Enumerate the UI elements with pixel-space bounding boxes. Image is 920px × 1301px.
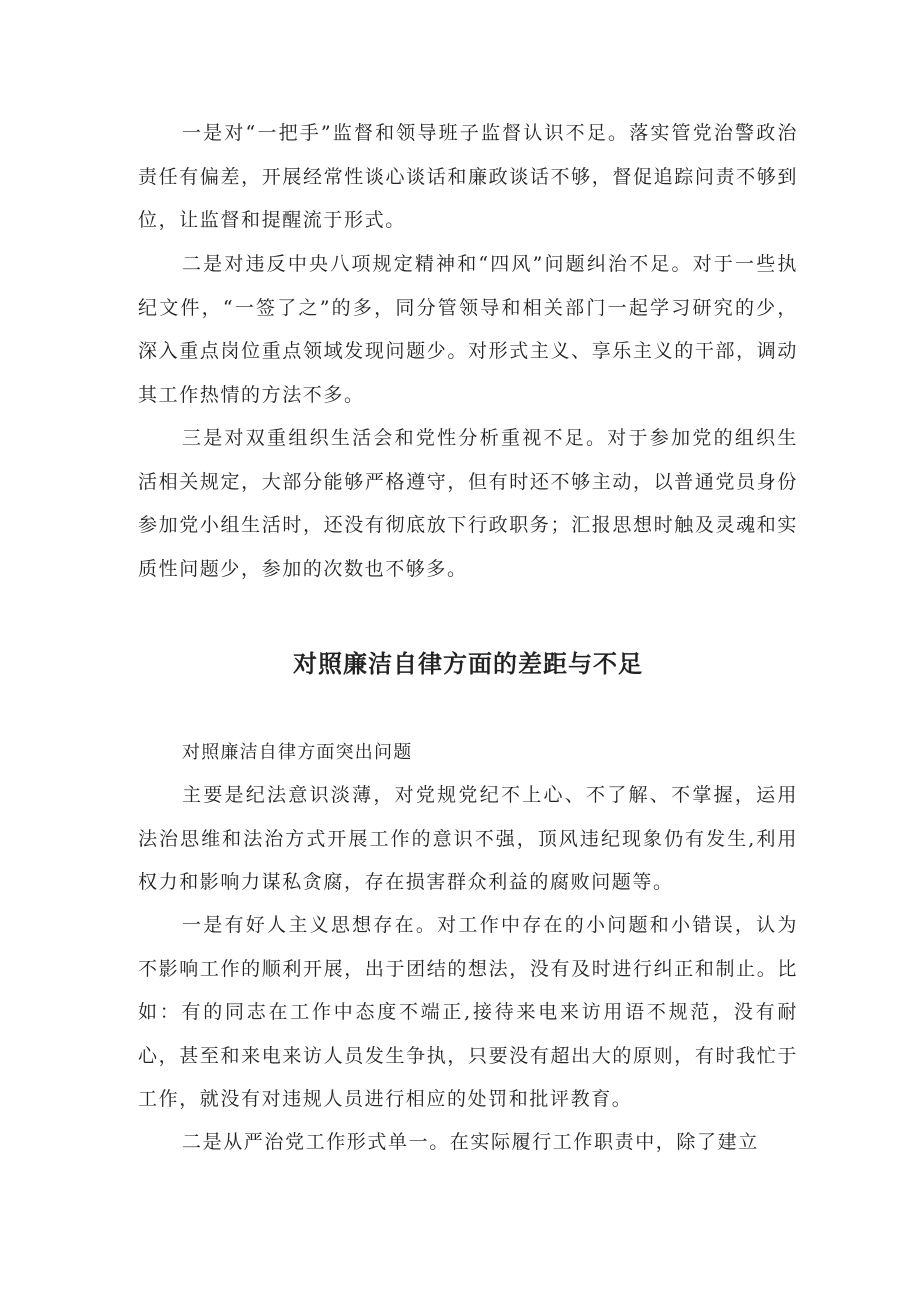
paragraph-main-problem: 主要是纪法意识淡薄，对党规党纪不上心、不了解、不掌握，运用法治思维和法治方式开展工作的意识不强，顶风违纪现象仍有发生,利用权力和影响力谋私贪腐，存在损害群众利益的腐败问题等。 bbox=[138, 784, 798, 893]
paragraph-supervision-awareness: 一是对“一把手”监督和领导班子监督认识不足。落实管党治警政治责任有偏差，开展经常性谈心谈话和廉政谈话不够，督促追踪问责不够到位，让监督和提醒流于形式。 bbox=[138, 122, 798, 231]
paragraph-strict-governance: 二是从严治党工作形式单一。在实际履行工作职责中，除了建立 bbox=[182, 1131, 759, 1153]
section-heading: 对照廉洁自律方面的差距与不足 bbox=[293, 650, 643, 678]
paragraph-good-guy-mentality: 一是有好人主义思想存在。对工作中存在的小问题和小错误，认为不影响工作的顺利开展，出于团结的想法，没有及时进行纠正和制止。比如：有的同志在工作中态度不端正,接待来电来访用语不规范，没有耐心，甚至和来电来访人员发生争执，只要没有超出大的原则，有时我忙于工作，就没有对违规人员进行相应的处罚和批评教育。 bbox=[138, 914, 798, 1110]
paragraph-organizational-life: 三是对双重组织生活会和党性分析重视不足。对于参加党的组织生活相关规定，大部分能够严格遵守，但有时还不够主动，以普通党员身份参加党小组生活时，还没有彻底放下行政职务；汇报思想时触及灵魂和实质性问题少，参加的次数也不够多。 bbox=[138, 427, 798, 580]
paragraph-eight-rules: 二是对违反中央八项规定精神和“四风”问题纠治不足。对于一些执纪文件，“一签了之”的多，同分管领导和相关部门一起学习研究的少，深入重点岗位重点领域发现问题少。对形式主义、享乐主义的干部，调动其工作热情的方法不多。 bbox=[138, 253, 798, 406]
section-subheading: 对照廉洁自律方面突出问题 bbox=[182, 742, 413, 763]
